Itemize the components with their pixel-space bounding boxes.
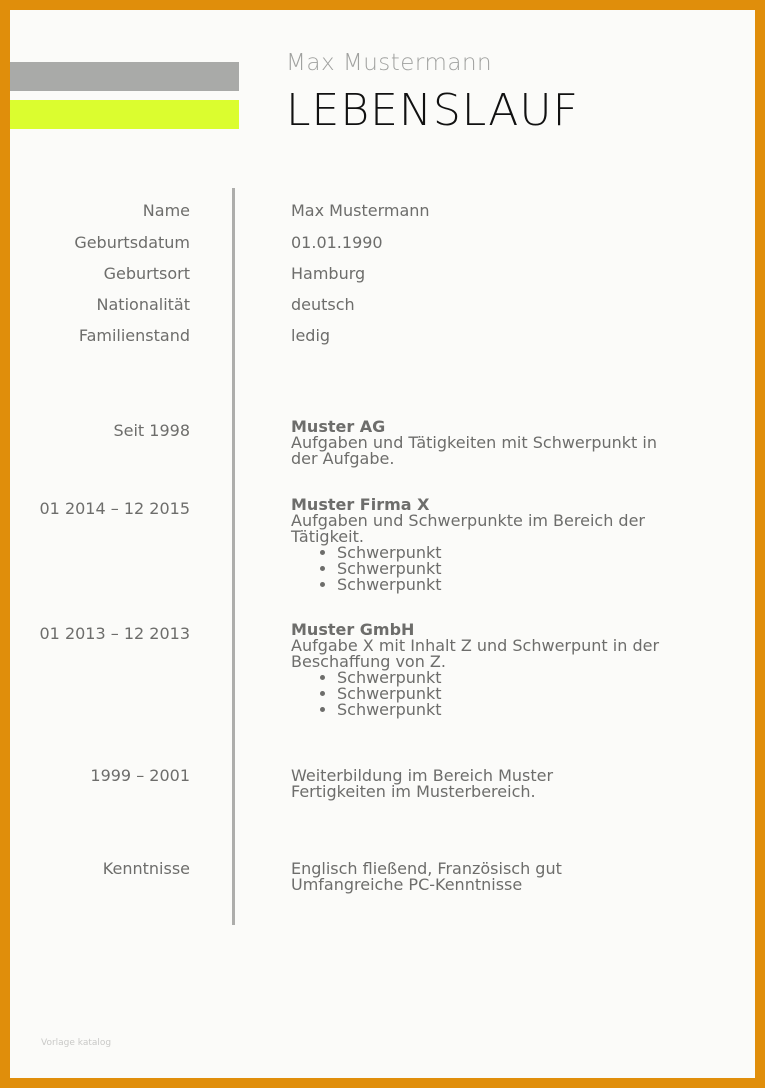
skills-entry [291, 861, 562, 893]
company-name: Muster Firma X [291, 495, 430, 514]
list-item: • Schwerpunkt [337, 670, 659, 686]
skills-description: Englisch fließend, Französisch gut Umfangreiche PC-Kenntnisse [291, 859, 562, 894]
experience-entry-2 [291, 497, 645, 593]
value-marital-status: ledig [291, 326, 331, 345]
period-experience-3: 01 2013 – 12 2013 [39, 624, 190, 643]
period-education: 1999 – 2001 [90, 766, 190, 785]
bullet-list [291, 670, 659, 718]
label-marital-status: Familienstand [78, 326, 190, 345]
education-entry [291, 768, 553, 800]
label-skills: Kenntnisse [102, 859, 190, 878]
vertical-divider [232, 188, 235, 925]
page-title: LEBENSLAUF [286, 85, 579, 136]
header-name: Max Mustermann [286, 50, 493, 76]
experience-description: Aufgaben und Tätigkeiten mit Schwerpunkt in der Aufgabe. [291, 433, 657, 468]
company-name: Muster AG [291, 417, 386, 436]
bullet-list [291, 545, 645, 593]
company-name: Muster GmbH [291, 620, 415, 639]
decorative-lime-bar [10, 100, 239, 129]
list-item: • Schwerpunkt [337, 686, 659, 702]
value-birthdate: 01.01.1990 [291, 233, 383, 252]
list-item: • Schwerpunkt [337, 577, 645, 593]
watermark: Vorlage katalog [41, 1038, 112, 1048]
experience-description: Aufgaben und Schwerpunkte im Bereich der Tätigkeit. [291, 511, 645, 546]
value-name: Max Mustermann [291, 201, 430, 220]
decorative-gray-bar [10, 62, 239, 91]
label-birthplace: Geburtsort [103, 264, 190, 283]
label-nationality: Nationalität [96, 295, 190, 314]
list-item: • Schwerpunkt [337, 561, 645, 577]
value-nationality: deutsch [291, 295, 355, 314]
experience-description: Aufgabe X mit Inhalt Z und Schwerpunt in der Beschaffung von Z. [291, 636, 660, 671]
experience-entry-3 [291, 622, 659, 718]
list-item: • Schwerpunkt [337, 702, 659, 718]
period-experience-2: 01 2014 – 12 2015 [39, 499, 190, 518]
list-item: • Schwerpunkt [337, 545, 645, 561]
label-name: Name [142, 201, 190, 220]
label-birthdate: Geburtsdatum [74, 233, 190, 252]
experience-entry-1 [291, 419, 657, 467]
value-birthplace: Hamburg [291, 264, 366, 283]
period-experience-1: Seit 1998 [113, 421, 190, 440]
cv-page [10, 10, 755, 1078]
education-description: Weiterbildung im Bereich Muster Fertigkeiten im Musterbereich. [291, 766, 554, 801]
